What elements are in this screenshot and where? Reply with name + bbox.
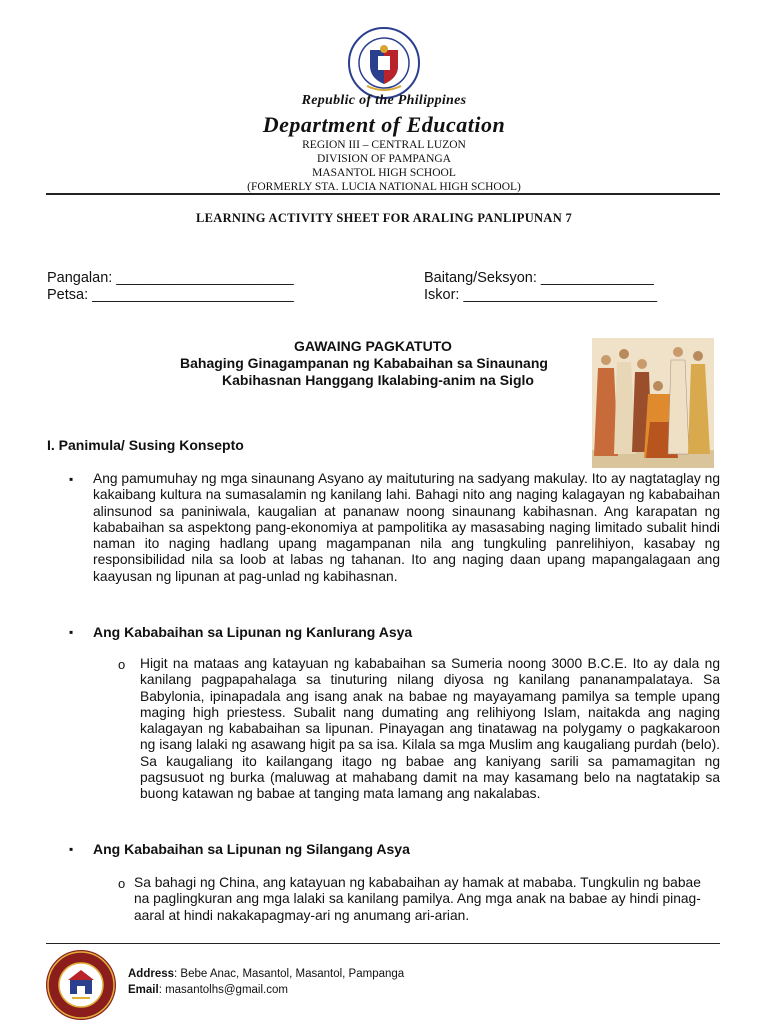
footer-address bbox=[128, 968, 404, 980]
deped-seal-icon bbox=[347, 26, 421, 100]
footer-divider bbox=[46, 943, 720, 944]
subheading-west-asia: Ang Kababaihan sa Lipunan ng Kanlurang Asya bbox=[93, 624, 413, 640]
address-label: Address bbox=[128, 968, 175, 980]
school-line: MASANTOL HIGH SCHOOL bbox=[312, 167, 456, 179]
west-asia-paragraph: Higit na mataas ang katayuan ng kababaihan sa Sumeria noong 3000 B.C.E. Ito ay dala ng kanilang pagpapahalaga sa tinuturing nilang diyosa ng kanilang pananampalataya. Sa Babylonia, ipinapadala ang isang anak na babae ng mayayamang pamilya sa temple upang maging high priestess. Subalit nang dumating ang relihiyong Islam, naitakda ang naging kalagayan ng kababaihan sa lipunan. Pinayagan ang tinatawag na polygamy o pagkakaroon ng isang lalaki ng asawang higit pa sa isa. Kilala sa mga Muslim ang kaugaliang purdah (belo). Sa kaugaliang ito kailangang itago ng babae ang kaniyang sarili sa pamamagitan ng pagsusuot ng burka (maluwag at mahabang damit na may kasamang belo na nagtatakip sa buong katawan ng babae at tanging mata lamang ang nakalabas. bbox=[140, 656, 720, 802]
grade-section-field: Baitang/Seksyon: ______________ bbox=[424, 270, 654, 286]
ancient-women-illustration bbox=[592, 338, 714, 468]
bullet-marker: ▪ bbox=[69, 842, 74, 856]
sheet-title: LEARNING ACTIVITY SHEET FOR ARALING PANLIPUNAN 7 bbox=[195, 211, 573, 225]
score-field: Iskor: ________________________ bbox=[424, 287, 658, 303]
east-asia-paragraph: Sa bahagi ng China, ang katayuan ng kababaihan ay hamak at mababa. Tungkulin ng babae na paglingkuran ang mga lalaki sa kanilang pamilya. Ang mga anak na babae ay hindi pinag-aaral at hindi nakakapagmay-ari ng anumang ari-arian. bbox=[134, 875, 701, 923]
intro-paragraph: Ang pamumuhay ng mga sinaunang Asyano ay maituturing na sadyang makulay. Ito ay nagtataglay ng kakaibang kultura na sumasalamin ng kanilang lahi. Bahagi nito ang naging kalagayan ng kababaihan alinsunod sa paniniwala, kaugalian at pananaw noong sinaunang kabihasnan. Ang karapatan ng kababaihan sa aspektong pang-ekonomiya at pampolitika ay masasabing naging limitado subalit hindi naman ito naging hadlang upang magampanan nila ang tungkuling panrelihiyon, kasabay ng responsibilidad nila sa loob at labas ng tahanan. Ito ang naging daan upang mapangalagaan ang kaayusan ng lipunan at pag-unlad ng kabihasnan. bbox=[93, 471, 720, 584]
sub-bullet-marker: o bbox=[118, 876, 126, 891]
header-divider bbox=[46, 193, 720, 195]
date-field: Petsa: _________________________ bbox=[47, 287, 294, 303]
subheading-east-asia: Ang Kababaihan sa Lipunan ng Silangang Asya bbox=[93, 841, 410, 857]
division-line: DIVISION OF PAMPANGA bbox=[317, 153, 451, 165]
bullet-marker: ▪ bbox=[69, 625, 74, 639]
bullet-marker: ▪ bbox=[69, 472, 74, 486]
activity-subtitle-line-2: Kabihasnan Hanggang Ikalabing-anim na Siglo bbox=[222, 372, 534, 388]
school-seal-icon bbox=[44, 948, 118, 1022]
department-heading: Department of Education bbox=[262, 112, 506, 137]
email-value[interactable]: : masantolhs@gmail.com bbox=[158, 984, 288, 996]
section-heading-introduction: I. Panimula/ Susing Konsepto bbox=[47, 437, 244, 453]
formerly-line: (FORMERLY STA. LUCIA NATIONAL HIGH SCHOOL) bbox=[247, 181, 521, 193]
email-label: Email bbox=[128, 984, 159, 996]
activity-subtitle-line-1: Bahaging Ginagampanan ng Kababaihan sa Sinaunang bbox=[180, 355, 548, 371]
republic-heading: Republic of the Philippines bbox=[301, 93, 467, 108]
name-field: Pangalan: ______________________ bbox=[47, 270, 294, 286]
footer-email bbox=[128, 984, 288, 996]
sub-bullet-marker: o bbox=[118, 657, 126, 672]
address-value: : Bebe Anac, Masantol, Masantol, Pampanga bbox=[174, 968, 405, 980]
activity-title: GAWAING PAGKATUTO bbox=[294, 338, 452, 354]
region-line: REGION III – CENTRAL LUZON bbox=[302, 139, 466, 151]
